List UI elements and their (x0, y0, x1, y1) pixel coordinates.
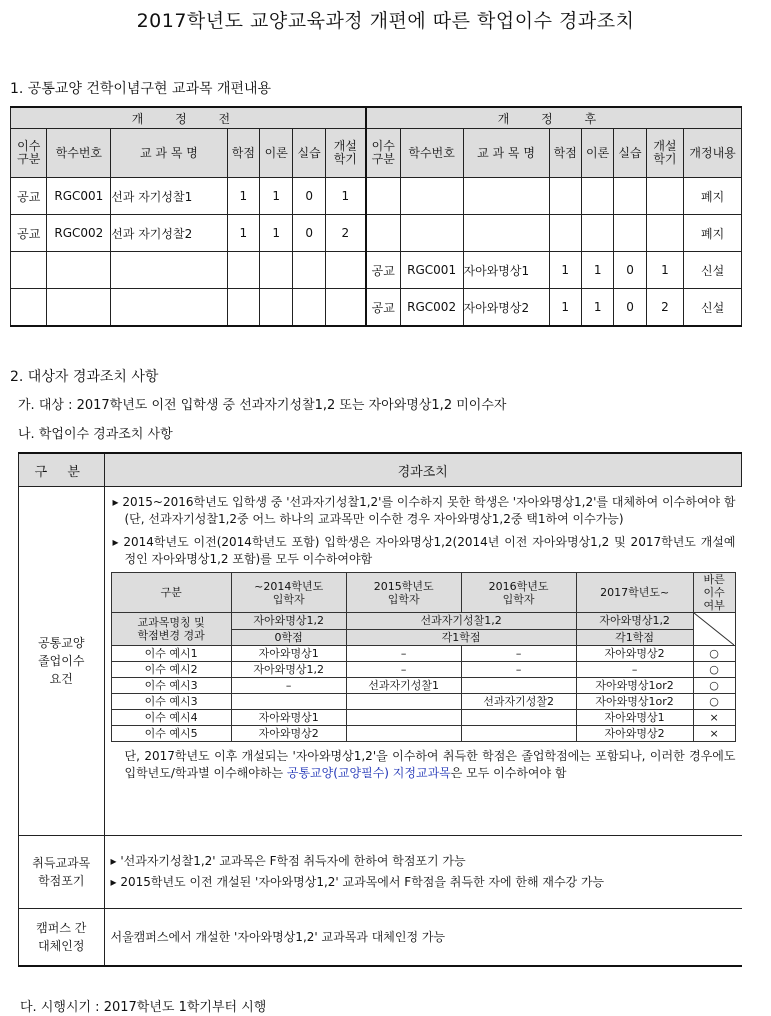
cell (549, 178, 581, 215)
cell (614, 215, 646, 252)
before-header: 개 정 전 (11, 107, 366, 129)
example-cell (346, 710, 461, 726)
ex-r2-c1b: 0학점 (231, 629, 346, 646)
example-row (111, 678, 735, 694)
before-col-4: 이론 (260, 129, 293, 178)
cell (463, 215, 549, 252)
cell (400, 215, 463, 252)
example-cell: – (346, 662, 461, 678)
campus-label: 캠퍼스 간 대체인정 (19, 909, 105, 967)
example-cell: 이수 예시3 (111, 678, 231, 694)
grade-para-1: ▸ '선과자기성찰1,2' 교과목은 F학점 취득자에 한하여 학점포기 가능 (110, 854, 466, 868)
cell (366, 215, 400, 252)
cell: 신설 (684, 289, 742, 327)
before-col-1: 학수번호 (47, 129, 111, 178)
ex-h-c2: 2015학년도 입학자 (346, 573, 461, 613)
example-cell: 선과자기성찰1 (346, 678, 461, 694)
cell: 1 (227, 215, 259, 252)
requirement-label: 공통교양 졸업이수 요건 (19, 487, 105, 836)
ex-h-c3: 2016학년도 입학자 (461, 573, 576, 613)
example-cell: 자아와명상1 (231, 710, 346, 726)
table-row (11, 289, 742, 327)
example-cell: 이수 예시2 (111, 662, 231, 678)
cell: 선과 자기성찰2 (111, 215, 227, 252)
table-row (11, 215, 742, 252)
example-cell (461, 678, 576, 694)
example-cell: 이수 예시5 (111, 726, 231, 742)
example-cell: 자아와명상1or2 (576, 678, 693, 694)
example-row (111, 694, 735, 710)
ex-h-c4: 2017학년도~ (576, 573, 693, 613)
cell (227, 289, 259, 327)
example-cell (461, 726, 576, 742)
cell: RGC001 (47, 178, 111, 215)
cell (11, 252, 47, 289)
campus-content (104, 909, 742, 967)
requirement-para-3 (111, 748, 736, 782)
ex-h-c1: ~2014학년도 입학자 (231, 573, 346, 613)
after-col-1: 학수번호 (400, 129, 463, 178)
cell (111, 252, 227, 289)
ex-h-c5: 바른 이수 여부 (693, 573, 735, 613)
cell: 2 (646, 289, 683, 327)
cell: 0 (293, 215, 325, 252)
page-title: 2017학년도 교양교육과정 개편에 따른 학업이수 경과조치 (136, 10, 635, 32)
example-cell: 선과자기성찰2 (461, 694, 576, 710)
after-col-6: 개설 학기 (646, 129, 683, 178)
section2-heading: 2. 대상자 경과조치 사항 (10, 369, 159, 385)
cell: 1 (260, 178, 293, 215)
example-table (111, 572, 736, 742)
ex-r2-c23b: 각1학점 (346, 629, 576, 646)
cell: 폐지 (684, 215, 742, 252)
before-col-0: 이수 구분 (11, 129, 47, 178)
example-cell: 자아와명상1 (576, 710, 693, 726)
ex-r2-c1a: 자아와명상1,2 (231, 613, 346, 630)
requirement-content (104, 487, 742, 836)
example-cell: × (693, 710, 735, 726)
example-cell: × (693, 726, 735, 742)
measure-header: 경과조치 (104, 453, 742, 487)
after-col-0: 이수 구분 (366, 129, 400, 178)
cell: RGC001 (400, 252, 463, 289)
after-col-5: 실습 (614, 129, 646, 178)
cell: RGC002 (400, 289, 463, 327)
after-col-3: 학점 (549, 129, 581, 178)
curriculum-change-table (10, 106, 742, 327)
cell: 1 (260, 215, 293, 252)
example-cell: 이수 예시4 (111, 710, 231, 726)
example-cell: 자아와명상1 (231, 646, 346, 662)
diagonal-line (694, 613, 734, 645)
after-col-2: 교 과 목 명 (463, 129, 549, 178)
cell (400, 178, 463, 215)
cell: 1 (646, 252, 683, 289)
cell (227, 252, 259, 289)
table-row (11, 252, 742, 289)
cell: RGC002 (47, 215, 111, 252)
cell (581, 178, 613, 215)
before-col-3: 학점 (227, 129, 259, 178)
example-cell: – (461, 646, 576, 662)
example-cell (231, 694, 346, 710)
example-cell: 자아와명상2 (576, 646, 693, 662)
example-cell: 자아와명상2 (231, 726, 346, 742)
cell: 자아와명상1 (463, 252, 549, 289)
example-cell (461, 710, 576, 726)
example-cell (346, 726, 461, 742)
footer-line: 다. 시행시기 : 2017학년도 1학기부터 시행 (20, 1000, 267, 1015)
cell (11, 289, 47, 327)
cell: 공교 (366, 289, 400, 327)
example-row (111, 710, 735, 726)
example-cell: 자아와명상1,2 (231, 662, 346, 678)
cell (260, 289, 293, 327)
ex-diag-cell (693, 613, 735, 646)
example-cell: 자아와명상1or2 (576, 694, 693, 710)
transition-measures-table (18, 452, 742, 967)
ex-r2-c4a: 자아와명상1,2 (576, 613, 693, 630)
cell (581, 215, 613, 252)
cell (614, 178, 646, 215)
ex-r2-label: 교과목명칭 및 학점변경 경과 (111, 613, 231, 646)
grade-para-2: ▸ 2015학년도 이전 개설된 '자아와명상1,2' 교과목에서 F학점을 취득한 자에 한해 재수강 가능 (110, 875, 605, 889)
cell (325, 289, 365, 327)
measures-line: 나. 학업이수 경과조치 사항 (18, 427, 173, 442)
cell: 공교 (366, 252, 400, 289)
cell: 0 (614, 252, 646, 289)
cell: 1 (581, 289, 613, 327)
example-cell: – (576, 662, 693, 678)
cell: 1 (549, 289, 581, 327)
requirement-para-1: ▸ 2015~2016학년도 입학생 중 '선과자기성찰1,2'를 이수하지 못한 학생은 '자아와명상1,2'를 대체하여 이수하여야 함 (단, 선과자기성찰1,2중 어느 하나의 교과목만 이수한 경우 자아와명상1,2중 택1하여 이수가능) (112, 495, 736, 526)
cell: 1 (227, 178, 259, 215)
after-header: 개 정 후 (366, 107, 742, 129)
cell: 1 (549, 252, 581, 289)
example-row (111, 726, 735, 742)
cell (47, 252, 111, 289)
cell (47, 289, 111, 327)
after-col-7: 개정내용 (684, 129, 742, 178)
cell (260, 252, 293, 289)
example-cell (346, 694, 461, 710)
after-col-4: 이론 (581, 129, 613, 178)
ex-h-gubun: 구분 (111, 573, 231, 613)
cell: 1 (325, 178, 365, 215)
table-row (11, 178, 742, 215)
cell: 0 (293, 178, 325, 215)
cell (549, 215, 581, 252)
req-p3-a: 단, 2017학년도 이후 개설되는 '자아와명상1,2'을 이수하여 취득한 학점은 졸업학점에는 포함되나, 이러한 경우에도 입학년도/학과별 이수해야하는 (124, 749, 736, 780)
example-cell: 이수 예시3 (111, 694, 231, 710)
example-row (111, 662, 735, 678)
cell (325, 252, 365, 289)
example-cell: – (461, 662, 576, 678)
example-cell: 자아와명상2 (576, 726, 693, 742)
before-col-2: 교 과 목 명 (111, 129, 227, 178)
req-p3-c: 은 모두 이수하여야 함 (450, 766, 567, 780)
cell: 폐지 (684, 178, 742, 215)
requirement-para-2: ▸ 2014학년도 이전(2014학년도 포함) 입학생은 자아와명상1,2(2014년 이전 자아와명상1,2 및 2017학년도 개설예정인 자아와명상1,2 포함)를 모두 이수하여야함 (112, 535, 736, 566)
cell (111, 289, 227, 327)
example-cell: ○ (693, 694, 735, 710)
example-cell: ○ (693, 678, 735, 694)
ex-r2-c4b: 각1학점 (576, 629, 693, 646)
cell (463, 178, 549, 215)
cell (293, 252, 325, 289)
cell (293, 289, 325, 327)
req-p3-blue: 공통교양(교양필수) 지정교과목 (286, 766, 451, 780)
cell (646, 178, 683, 215)
cell: 1 (581, 252, 613, 289)
cell: 공교 (11, 215, 47, 252)
example-cell: – (346, 646, 461, 662)
cell: 2 (325, 215, 365, 252)
example-cell: 이수 예시1 (111, 646, 231, 662)
before-col-6: 개설 학기 (325, 129, 365, 178)
cell (646, 215, 683, 252)
section1-heading: 1. 공통교양 건학이념구현 교과목 개편내용 (10, 81, 272, 97)
category-header: 구 분 (19, 453, 105, 487)
ex-r2-c23a: 선과자기성찰1,2 (346, 613, 576, 630)
grade-label: 취득교과목 학점포기 (19, 836, 105, 909)
cell (366, 178, 400, 215)
cell: 0 (614, 289, 646, 327)
campus-text: 서울캠퍼스에서 개설한 '자아와명상1,2' 교과목과 대체인정 가능 (110, 929, 446, 944)
grade-content (104, 836, 742, 909)
example-cell: ○ (693, 662, 735, 678)
example-cell: ○ (693, 646, 735, 662)
cell: 공교 (11, 178, 47, 215)
cell: 자아와명상2 (463, 289, 549, 327)
cell: 선과 자기성찰1 (111, 178, 227, 215)
example-row (111, 646, 735, 662)
target-line: 가. 대상 : 2017학년도 이전 입학생 중 선과자기성찰1,2 또는 자아와명상1,2 미이수자 (18, 398, 507, 413)
example-cell: – (231, 678, 346, 694)
cell: 신설 (684, 252, 742, 289)
before-col-5: 실습 (293, 129, 325, 178)
